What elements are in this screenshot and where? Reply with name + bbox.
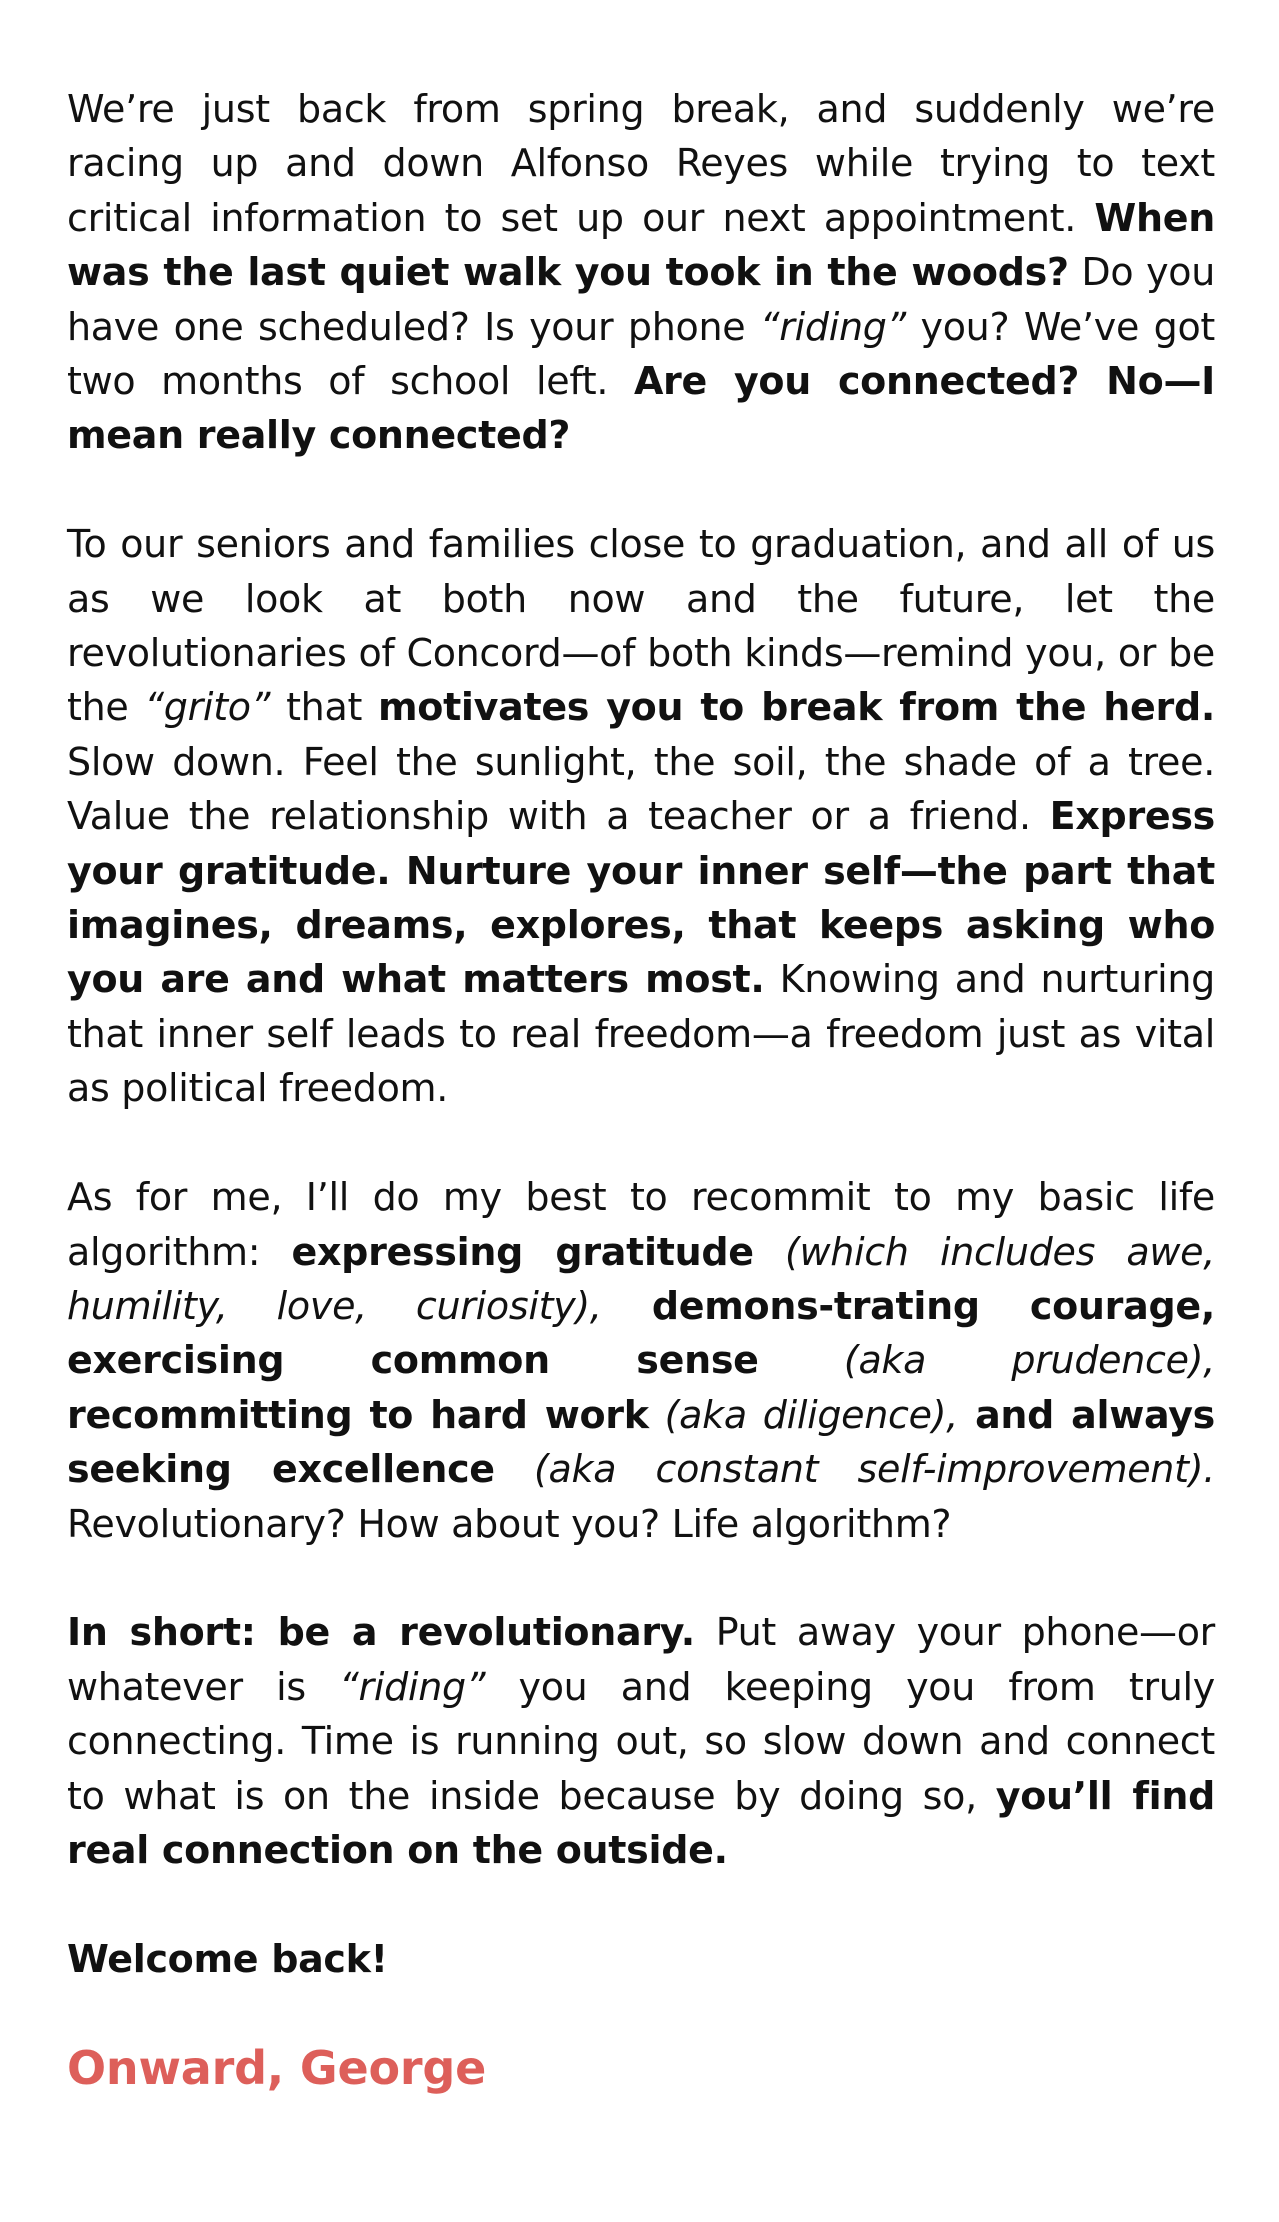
text-run: (aka prudence), xyxy=(758,1338,1215,1383)
text-run: “grito” xyxy=(144,685,271,730)
text-run: We’re just back from spring break, and suddenly we’re racing up and down Alfonso Reyes while trying to text critical information to set up our next appointment. xyxy=(67,87,1215,240)
text-run: Put away your phone—or whatever is xyxy=(67,1610,1215,1709)
text-run: you and keeping you from truly connecting. Time is running out, so slow down and connect to what is on the inside because by doing so, xyxy=(67,1664,1215,1818)
text-run: (aka diligence), xyxy=(648,1392,959,1437)
text-run: expressing gratitude xyxy=(291,1229,754,1274)
text-run: motivates you to break from the herd. xyxy=(377,685,1215,730)
paragraph-spring-break xyxy=(67,82,1215,463)
text-run: you’ll find real connection on the outside. xyxy=(67,1773,1215,1872)
paragraph-revolutionaries xyxy=(67,517,1215,1115)
text-run: Slow down. Feel the sunlight, the soil, the shade of a tree. Value the relationship with a teacher or a friend. xyxy=(67,739,1215,839)
text-run: “riding” xyxy=(759,304,906,349)
welcome-line: Welcome back! xyxy=(67,1936,388,1981)
text-run: Are you connected? No—I mean really connected? xyxy=(67,359,1215,458)
paragraph-be-revolutionary xyxy=(67,1605,1215,1877)
text-run: In short: be a revolutionary. xyxy=(67,1610,695,1655)
text-run: When was the last quiet walk you took in the woods? xyxy=(67,195,1215,295)
letter-body xyxy=(67,82,1215,2095)
text-run: As for me, I’ll do my best to recommit to my basic life algorithm: xyxy=(67,1175,1215,1274)
text-run: demons-trating courage, exercising common sense xyxy=(67,1283,1215,1383)
text-run: Express your gratitude. Nurture your inner self—the part that imagines, dreams, explores, that keeps asking who you are and what matters most. xyxy=(67,794,1215,1002)
text-run: (aka constant self-improvement). xyxy=(494,1447,1215,1492)
text-run: Knowing and nurturing that inner self leads to real freedom—a freedom just as vital as political freedom. xyxy=(67,957,1215,1111)
text-run: “riding” xyxy=(339,1664,486,1709)
text-run: that xyxy=(270,685,378,730)
text-run: To our seniors and families close to graduation, and all of us as we look at both now and the future, let the revolutionaries of Concord—of both kinds—remind you, or be the xyxy=(67,522,1215,730)
signoff-line: Onward, George xyxy=(67,2040,487,2095)
text-run: Do you have one scheduled? Is your phone xyxy=(67,250,1215,349)
text-run: and always seeking excellence xyxy=(67,1392,1215,1492)
text-run: you? We’ve got two months of school left. xyxy=(67,304,1215,404)
text-run: recommitting to hard work xyxy=(67,1392,649,1437)
text-run: (which includes awe, humility, love, curiosity), xyxy=(67,1229,1215,1328)
paragraph-life-algorithm xyxy=(67,1170,1215,1551)
text-run: Revolutionary? How about you? Life algorithm? xyxy=(67,1501,952,1546)
